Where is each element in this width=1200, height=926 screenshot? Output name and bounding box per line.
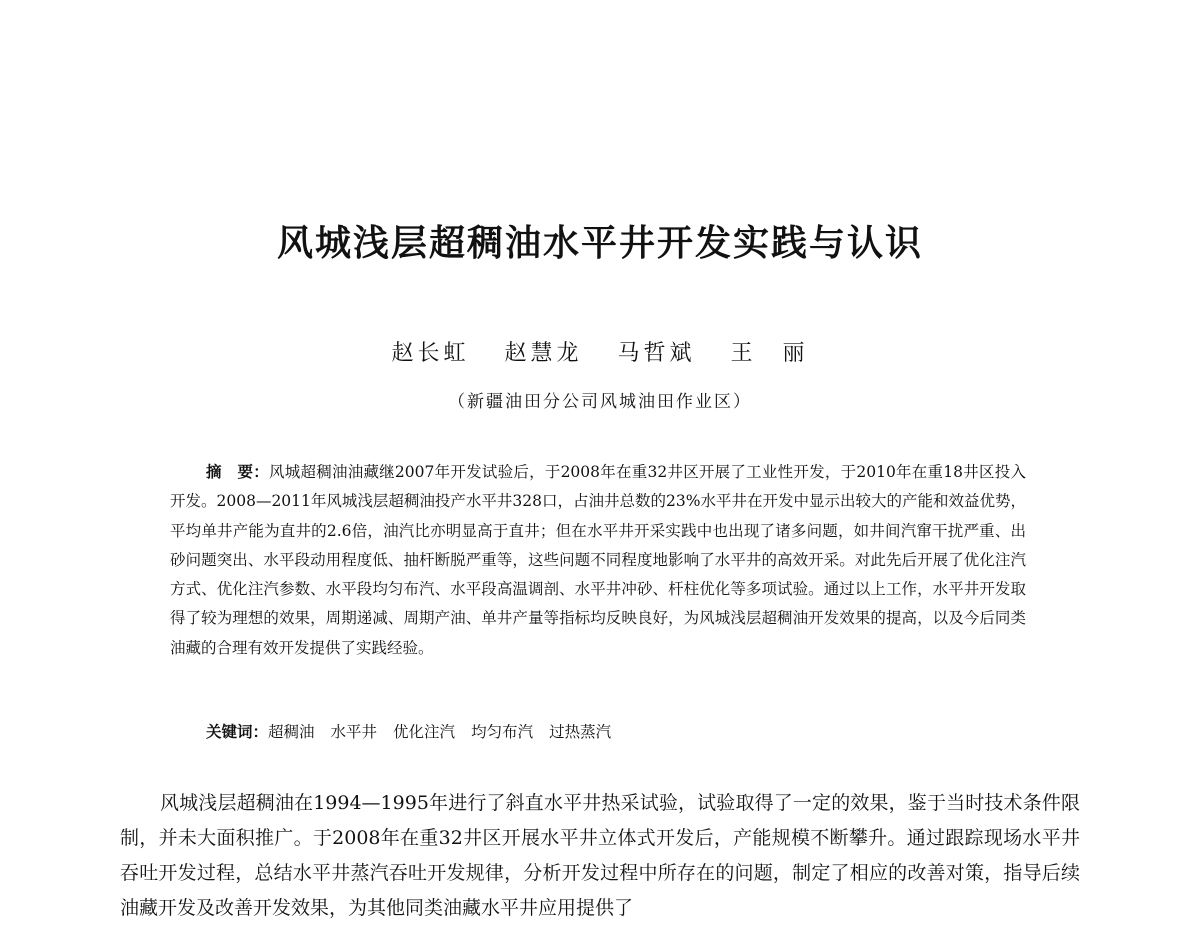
author-name: 王 丽 xyxy=(730,341,809,366)
author-name: 马哲斌 xyxy=(617,341,696,366)
keyword: 均匀布汽 xyxy=(471,723,534,741)
keyword: 水平井 xyxy=(330,723,378,741)
author-affiliation: （新疆油田分公司风城油田作业区） xyxy=(448,392,752,412)
keywords-label: 关键词： xyxy=(206,723,269,741)
keyword: 过热蒸汽 xyxy=(549,723,612,741)
author-name: 赵长虹 xyxy=(391,341,470,366)
keyword: 超稠油 xyxy=(268,723,315,741)
abstract-text: 风城超稠油油藏继2007年开发试验后，于2008年在重32井区开展了工业性开发，于2010年在重18井区投入开发。2008—2011年风城浅层超稠油投产水平井328口，占油井总数的23%水平井在开发中显示出较大的产能和效益优势，平均单井产能为直井的2.6倍，油汽比亦明显高于直井；但在水平井开采实践中也出现了诸多问题，如井间汽窜干扰严重、出砂问题突出、水平段动用程度低、抽杆断脱严重等，这些问题不同程度地影响了水平井的高效开采。对此先后开展了优化注汽方式、优化注汽参数、水平段均匀布汽、水平段高温调剖、水平井冲砂、杆柱优化等多项试验。通过以上工作，水平井开发取得了较为理想的效果，周期递减、周期产油、单井产量等指标均反映良好，为风城浅层超稠油开发效果的提高，以及今后同类油藏的合理有效开发提供了实践经验。 xyxy=(170,463,1026,657)
paper-title: 风城浅层超稠油水平井开发实践与认识 xyxy=(276,223,923,264)
abstract-block xyxy=(170,458,1026,663)
body-paragraph: 风城浅层超稠油在1994—1995年进行了斜直水平井热采试验，试验取得了一定的效果，鉴于当时技术条件限制，并未大面积推广。于2008年在重32井区开展水平井立体式开发后，产能规模不断攀升。通过跟踪现场水平井吞吐开发过程，总结水平井蒸汽吞吐开发规律，分析开发过程中所存在的问题，制定了相应的改善对策，指导后续油藏开发及改善开发效果，为其他同类油藏水平井应用提供了 xyxy=(120,792,1080,919)
author-name: 赵慧龙 xyxy=(504,341,583,366)
abstract-label: 摘 要： xyxy=(206,463,269,481)
keywords-line xyxy=(206,718,1026,746)
author-list xyxy=(0,338,1200,370)
keyword: 优化注汽 xyxy=(393,723,456,741)
